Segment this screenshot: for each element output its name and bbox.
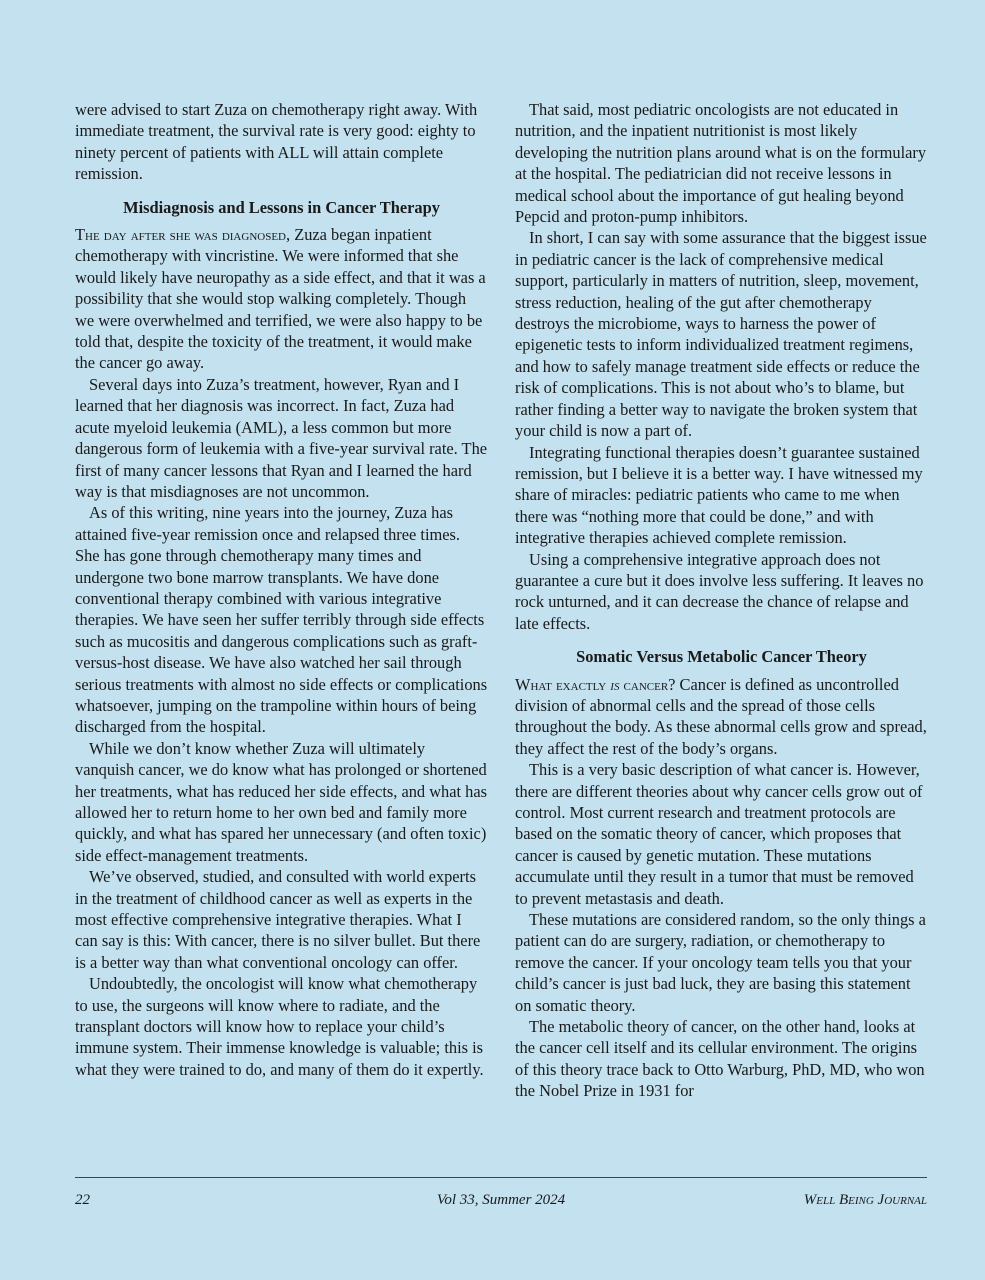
paragraph-text: Zuza began inpatient chemotherapy with vincristine. We were informed that she would likely have neuropathy as a side effect, and that it was a possibility that she would stop walking completely. Though we were overwhelmed and terrified, we were also happy to be told that, despite the toxicity of the treatment, it would make the cancer go away. <box>75 225 486 373</box>
paragraph: In short, I can say with some assurance that the biggest issue in pediatric cancer is the lack of comprehensive medical support, particularly in matters of nutrition, sleep, movement, stress reduction, healing of the gut after chemotherapy destroys the microbiome, ways to harness the power of epigenetic tests to inform individualized treatment regimens, and how to safely manage treatment side effects or reduce the risk of complications. This is not about who’s to blame, but rather finding a better way to navigate the broken system that your child is now a part of. <box>515 228 927 441</box>
paragraph: were advised to start Zuza on chemotherapy right away. With immediate treatment, the survival rate is very good: eighty to ninety percent of patients with ALL will attain complete remission. <box>75 100 478 184</box>
paragraph: Integrating functional therapies doesn’t guarantee sustained remission, but I believe it is a better way. I have witnessed my share of miracles: pediatric patients who came to me when there was “nothing more that could be done,” and with integrative therapies achieved complete remission. <box>515 442 923 548</box>
paragraph: Undoubtedly, the oncologist will know what chemotherapy to use, the surgeons will know where to radiate, and the transplant doctors will know how to replace your child’s immune system. Their immense knowledge is valuable; this is what they were trained to do, and many of them do it expertly. <box>75 974 484 1079</box>
paragraph: These mutations are considered random, so the only things a patient can do are surgery, radiation, or chemotherapy to remove the cancer. If your oncology team tells you that your child’s cancer is just bad luck, they are basing this statement on somatic theory. <box>515 910 926 1015</box>
paragraph <box>75 224 488 374</box>
paragraph: We’ve observed, studied, and consulted with world experts in the treatment of childhood cancer as well as experts in the most effective comprehensive integrative therapies. What I can say is this: With cancer, there is no silver bullet. But there is a better way than what conventional oncology can offer. <box>75 867 481 972</box>
section-heading-misdiagnosis: Misdiagnosis and Lessons in Cancer Therapy <box>123 197 440 217</box>
paragraph: While we don’t know whether Zuza will ultimately vanquish cancer, we do know what has prolonged or shortened her treatments, what has reduced her side effects, and what has allowed her to return home to her own bed and family more quickly, and what has spared her unnecessary (and often toxic) side effect-management treatments. <box>75 738 488 865</box>
paragraph: That said, most pediatric oncologists are not educated in nutrition, and the inpatient nutritionist is most likely developing the nutrition plans around what is on the formulary at the hospital. The pediatrician did not receive lessons in medical school about the importance of gut healing beyond Pepcid and proton-pump inhibitors. <box>515 100 927 227</box>
paragraph: Several days into Zuza’s treatment, however, Ryan and I learned that her diagnosis was incorrect. In fact, Zuza had acute myeloid leukemia (AML), a less common but more dangerous form of leukemia with a five-year survival rate. The first of many cancer lessons that Ryan and I learned the hard way is that misdiagnoses are not uncommon. <box>75 374 488 501</box>
journal-name: Well Being Journal <box>803 1192 927 1208</box>
footer-divider <box>75 1177 927 1178</box>
lead-in-emphasis: is <box>610 674 620 694</box>
paragraph: Using a comprehensive integrative approach does not guarantee a cure but it does involve less suffering. It leaves no rock unturned, and it can decrease the chance of relapse and late effects. <box>515 549 924 633</box>
issue-label: Vol 33, Summer 2024 <box>436 1192 566 1208</box>
paragraph: The metabolic theory of cancer, on the other hand, looks at the cancer cell itself and its cellular environment. The origins of this theory trace back to Otto Warburg, PhD, MD, who won the Nobel Prize in 1931 for <box>515 1017 925 1101</box>
lead-in: The day after she was diagnosed, <box>75 225 291 245</box>
paragraph-text: Cancer is defined as uncontrolled division of abnormal cells and the spread of those cells throughout the body. As these abnormal cells grow and spread, they affect the rest of the body’s organs. <box>515 674 927 758</box>
section-heading-somatic-metabolic: Somatic Versus Metabolic Cancer Theory <box>576 647 867 667</box>
page-number: 22 <box>75 1192 90 1208</box>
right-column <box>515 99 928 1102</box>
lead-in: What exactly <box>515 674 611 694</box>
paragraph <box>515 674 928 760</box>
paragraph: As of this writing, nine years into the journey, Zuza has attained five-year remission once and relapsed three times. She has gone through chemotherapy many times and undergone two bone marrow transplants. We have done conventional therapy combined with various integrative therapies. We have seen her suffer terribly through side effects such as mucositis and dangerous complications such as graft-versus-host disease. We have also watched her sail through serious treatments with almost no side effects or complications whatsoever, jumping on the trampoline within hours of being discharged from the hospital. <box>75 503 488 737</box>
lead-in: cancer? <box>619 674 676 694</box>
paragraph: This is a very basic description of what cancer is. However, there are different theories about why cancer cells grow out of control. Most current research and treatment protocols are based on the somatic theory of cancer, which proposes that cancer is caused by genetic mutation. These mutations accumulate until they result in a tumor that must be removed to prevent metastasis and death. <box>515 760 923 908</box>
left-column <box>75 99 488 1080</box>
